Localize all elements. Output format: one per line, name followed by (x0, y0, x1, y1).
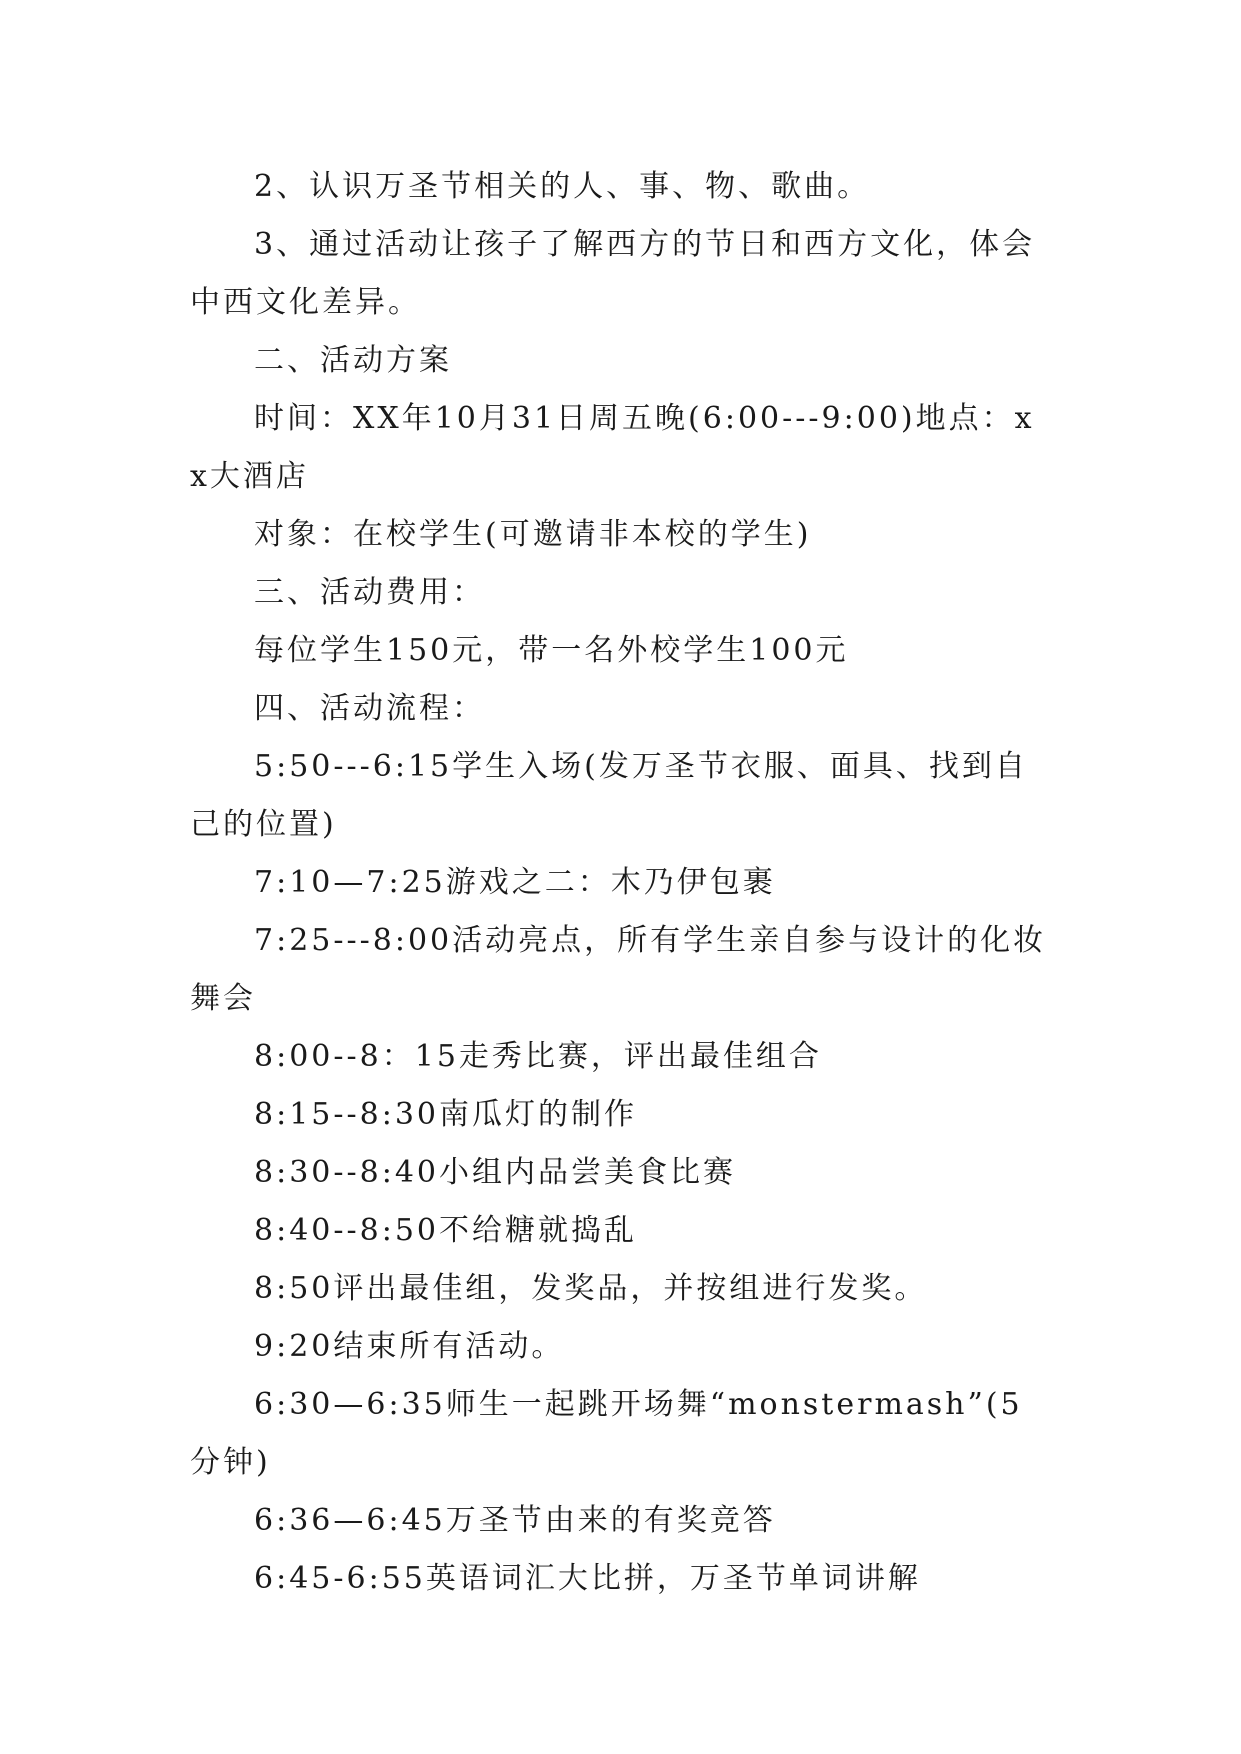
schedule-item: 8:15--8:30南瓜灯的制作 (254, 1097, 638, 1132)
schedule-item: 8:30--8:40小组内品尝美食比赛 (254, 1155, 737, 1190)
section-heading-schedule: 四、活动流程： (254, 691, 485, 726)
schedule-item: 6:36—6:45万圣节由来的有奖竞答 (254, 1503, 776, 1538)
schedule-item: 7:25---8:00活动亮点，所有学生亲自参与设计的化妆舞会 (190, 923, 1047, 1016)
section-heading-fees: 三、活动费用： (254, 575, 485, 610)
schedule-item: 7:10—7:25游戏之二：木乃伊包裹 (254, 865, 776, 900)
schedule-item: 9:20结束所有活动。 (254, 1329, 565, 1364)
schedule-item: 6:30—6:35师生一起跳开场舞“monstermash”(5分钟) (190, 1387, 1023, 1480)
schedule-item: 5:50---6:15学生入场(发万圣节衣服、面具、找到自己的位置) (190, 749, 1028, 842)
document-body (190, 158, 1052, 1608)
schedule-item: 8:50评出最佳组，发奖品，并按组进行发奖。 (254, 1271, 928, 1306)
schedule-item: 8:00--8：15走秀比赛，评出最佳组合 (254, 1039, 822, 1074)
paragraph-goal-3: 3、通过活动让孩子了解西方的节日和西方文化，体会中西文化差异。 (190, 227, 1036, 320)
section-heading-plan: 二、活动方案 (254, 343, 452, 378)
schedule-item: 8:40--8:50不给糖就捣乱 (254, 1213, 638, 1248)
paragraph-fees: 每位学生150元，带一名外校学生100元 (254, 633, 849, 668)
schedule-item: 6:45-6:55英语词汇大比拼，万圣节单词讲解 (254, 1561, 921, 1596)
paragraph-audience: 对象：在校学生(可邀请非本校的学生) (254, 517, 812, 552)
paragraph-time-location: 时间：XX年10月31日周五晚(6:00---9:00)地点：xx大酒店 (190, 401, 1035, 494)
paragraph-goal-2: 2、认识万圣节相关的人、事、物、歌曲。 (254, 169, 871, 204)
